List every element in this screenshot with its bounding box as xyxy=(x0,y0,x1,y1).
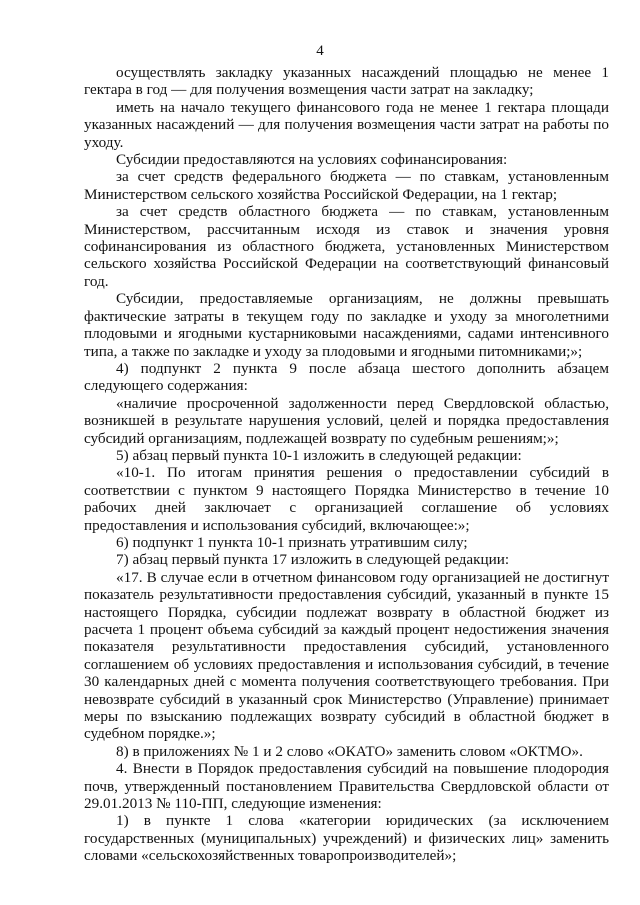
paragraph: за счет средств областного бюджета — по ставкам, установленным Министерством, рассчитанным исходя из ставок и значения уровня софинансирования из областного бюджета, установленных Министерством сельского хозяйства Российской Федерации на соответствующий финансовый год. xyxy=(84,203,609,290)
paragraph: 4) подпункт 2 пункта 9 после абзаца шестого дополнить абзацем следующего содержания: xyxy=(84,359,609,395)
page-number: 4 xyxy=(316,43,324,59)
paragraph: 1) в пункте 1 слова «категории юридических (за исключением государственных (муниципальных) учреждений) и физических лиц» заменить словами «сельскохозяйственных товаропроизводителей»; xyxy=(84,812,609,865)
paragraph: Субсидии предоставляются на условиях софинансирования: xyxy=(116,151,508,169)
paragraph: 4. Внести в Порядок предоставления субсидий на повышение плодородия почв, утвержденный постановлением Правительства Свердловской области от 29.01.2013 № 110-ПП, следующие изменения: xyxy=(84,760,609,813)
paragraph: осуществлять закладку указанных насаждений площадью не менее 1 гектара в год — для получения возмещения части затрат на закладку; xyxy=(84,64,609,99)
paragraph: 6) подпункт 1 пункта 10-1 признать утратившим силу; xyxy=(116,533,468,551)
paragraph: 5) абзац первый пункта 10-1 изложить в следующей редакции: xyxy=(116,446,522,464)
paragraph: «10-1. По итогам принятия решения о предоставлении субсидий в соответствии с пунктом 9 настоящего Порядка Министерство в течение 10 рабочих дней заключает с организацией соглашение об условиях предоставления и использования субсидий, включающее:»; xyxy=(84,464,609,534)
paragraph: 8) в приложениях № 1 и 2 слово «ОКАТО» заменить словом «ОКТМО». xyxy=(116,742,583,760)
document-body xyxy=(84,64,609,865)
paragraph: за счет средств федерального бюджета — по ставкам, установленным Министерством сельского хозяйства Российской Федерации, на 1 гектар; xyxy=(84,168,609,203)
paragraph: 7) абзац первый пункта 17 изложить в следующей редакции: xyxy=(116,551,510,569)
paragraph: Субсидии, предоставляемые организациям, не должны превышать фактические затраты в текущем году по закладке и уходу за многолетними плодовыми и ягодными кустарниковыми насаждениями, садами интенсивного типа, а также по закладке и уходу за плодовыми и ягодными питомниками;»; xyxy=(84,290,609,360)
paragraph: иметь на начало текущего финансового года не менее 1 гектара площади указанных насаждений — для получения возмещения части затрат на работы по уходу. xyxy=(84,98,609,151)
paragraph: «наличие просроченной задолженности перед Свердловской областью, возникшей в результате нарушения условий, целей и порядка предоставления субсидий организациям, подлежащей возврату по судебным решениям;»; xyxy=(84,394,609,447)
paragraph: «17. В случае если в отчетном финансовом году организацией не достигнут показатель результативности предоставления субсидий, указанный в пункте 15 настоящего Порядка, субсидии подлежат возврату в областной бюджет из расчета 1 процент объема субсидий за каждый процент недостижения значения показателя результативности предоставления субсидий, установленного соглашением об условиях предоставления и использования субсидий, в течение 30 календарных дней с момента получения соответствующего требования. При невозврате субсидий в указанный срок Министерство (Управление) принимает меры по взысканию подлежащих возврату субсидий в областной бюджет в судебном порядке.»; xyxy=(84,568,609,743)
